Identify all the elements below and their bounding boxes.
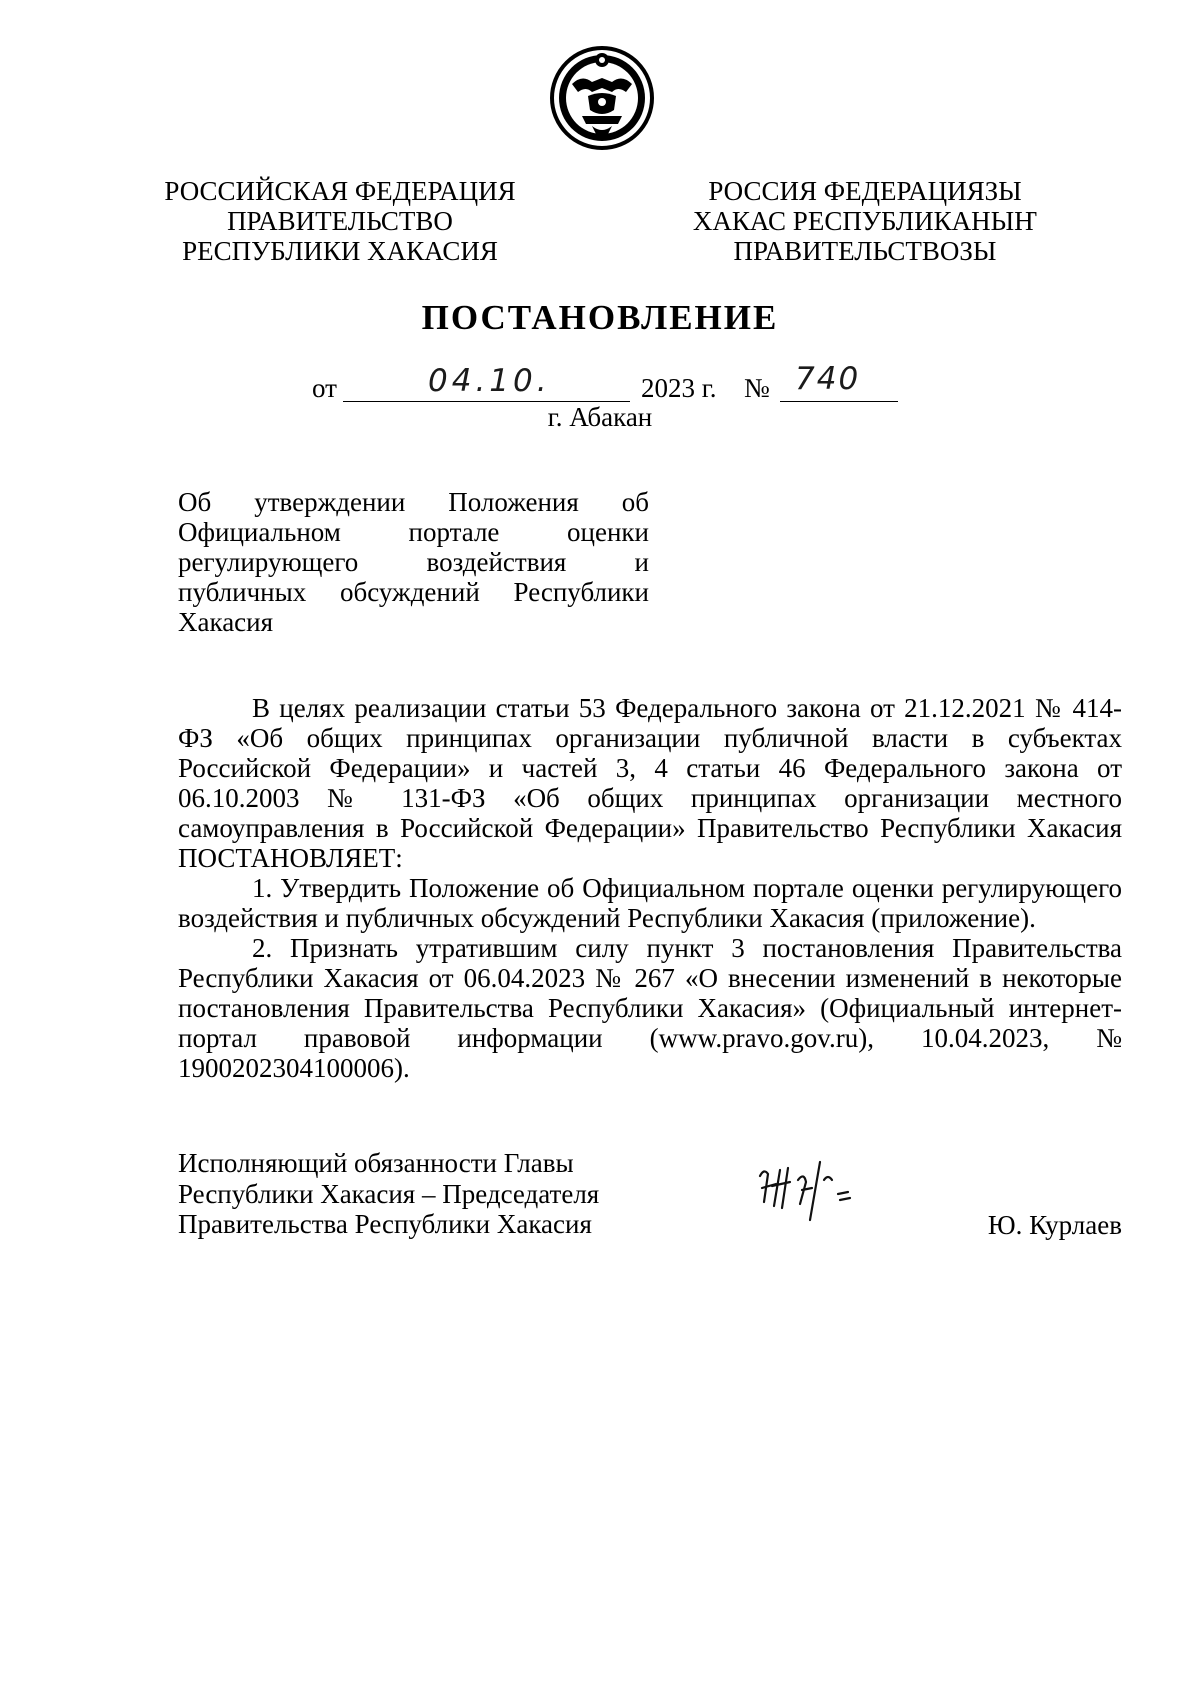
preamble-paragraph: В целях реализации статьи 53 Федерального закона от 21.12.2021 № 414-ФЗ «Об общих принципах организации публичной власти в субъектах Российской Федерации» и частей 3, 4 статьи 46 Федерального закона от 06.10.2003 № 131-ФЗ «Об общих принципах организации местного самоуправления в Российской Федерации» Правительство Республики Хакасия ПОСТАНОВЛЯЕТ: — [178, 693, 1122, 873]
header-right-line-1: РОССИЯ ФЕДЕРАЦИЯЗЫ — [708, 176, 1022, 206]
coat-of-arms-khakassia-icon — [548, 44, 656, 152]
item-1-paragraph: 1. Утвердить Положение об Официальном портале оценки регулирующего воздействия и публичных обсуждений Республики Хакасия (приложение). — [178, 873, 1122, 933]
header-right — [690, 176, 1040, 266]
document-body — [178, 693, 1122, 1083]
document-subject: Об утверждении Положения об Официальном портале оценки регулирующего воздействия и публичных обсуждений Республики Хакасия — [178, 487, 649, 637]
header-right-line-3: ПРАВИТЕЛЬСТВОЗЫ — [733, 236, 997, 266]
date-line — [0, 361, 1200, 405]
signatory-name: Ю. Курлаев — [987, 1210, 1122, 1240]
header-right-line-2: ХАКАС РЕСПУБЛИКАНЫҤ — [692, 206, 1038, 236]
signatory-position — [178, 1148, 599, 1240]
city: г. Абакан — [547, 402, 653, 432]
header-left — [160, 176, 520, 266]
handwritten-number: 740 — [795, 361, 861, 397]
document-title: ПОСТАНОВЛЕНИЕ — [421, 298, 779, 337]
date-prefix: от — [312, 373, 337, 403]
header-left-line-1: РОССИЙСКАЯ ФЕДЕРАЦИЯ — [164, 176, 516, 206]
signatory-position-line-1: Исполняющий обязанности Главы — [178, 1148, 574, 1178]
item-2-paragraph: 2. Признать утратившим силу пункт 3 постановления Правительства Республики Хакасия от 06.04.2023 № 267 «О внесении изменений в некоторые постановления Правительства Республики Хакасия» (Официальный интернет-портал правовой информации (www.pravo.gov.ru), 10.04.2023, № 1900202304100006). — [178, 933, 1122, 1083]
number-label: № — [744, 373, 770, 403]
signatory-position-line-2: Республики Хакасия – Председателя — [178, 1178, 600, 1209]
signatory-position-line-3: Правительства Республики Хакасия — [178, 1209, 592, 1239]
handwritten-date: 04.10. — [428, 363, 551, 399]
handwritten-signature — [754, 1150, 864, 1230]
header-left-line-2: ПРАВИТЕЛЬСТВО — [227, 206, 453, 236]
year-label: 2023 г. — [641, 373, 717, 403]
header-left-line-3: РЕСПУБЛИКИ ХАКАСИЯ — [182, 236, 498, 266]
